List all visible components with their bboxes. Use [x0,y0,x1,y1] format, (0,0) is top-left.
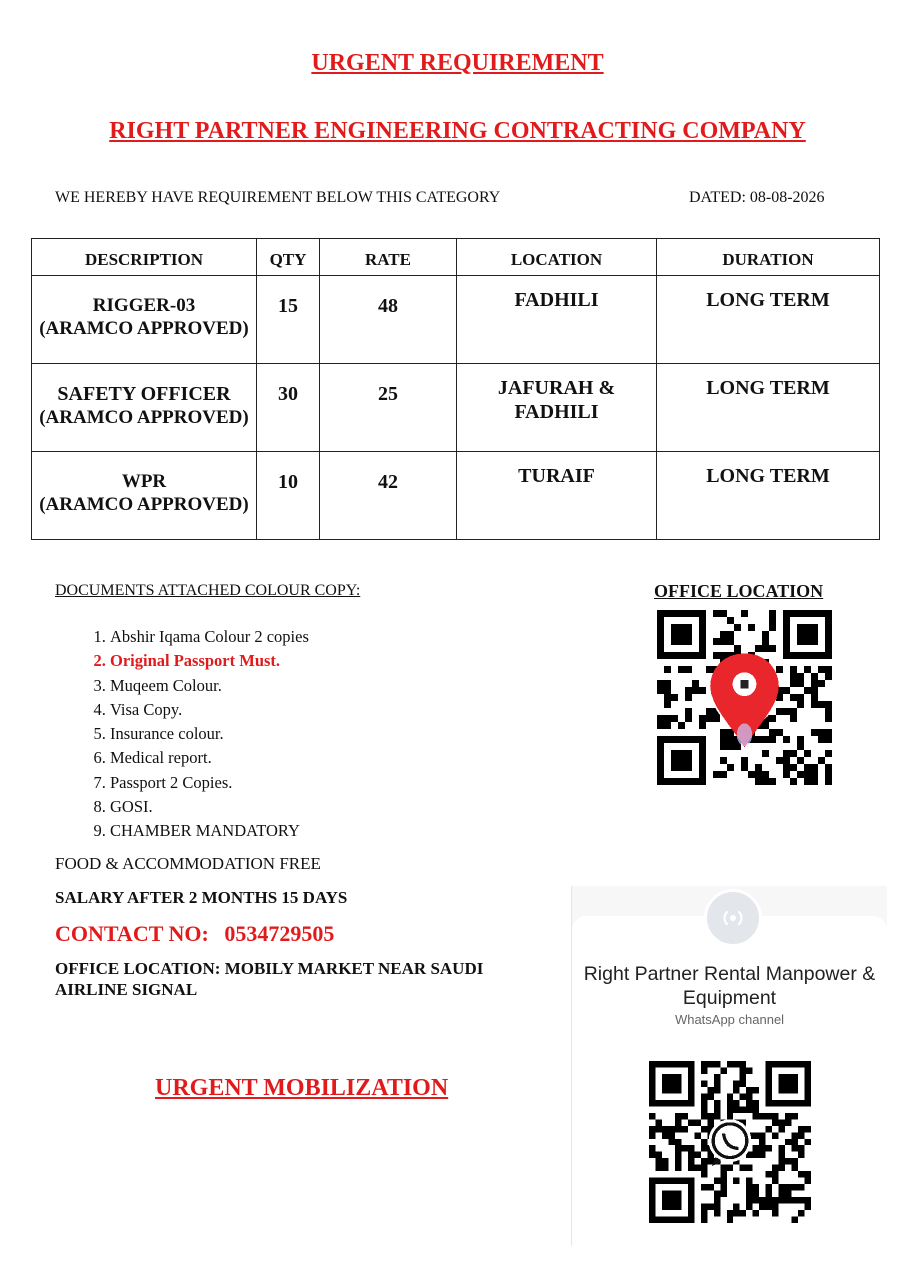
list-item: 4. Visa Copy. [110,698,309,722]
list-item: 1. Abshir Iqama Colour 2 copies [110,625,309,649]
rate-cell: 25 [320,364,457,452]
whatsapp-channel-card[interactable] [571,886,887,1246]
duration-cell: LONG TERM [657,276,880,364]
column-header: DESCRIPTION [32,239,257,276]
description-cell [32,276,257,364]
urgent-mobilization-text: URGENT MOBILIZATION [155,1075,449,1101]
channel-name: Right Partner Rental Manpower & Equipment [583,963,876,1009]
whatsapp-qr-code[interactable] [649,1058,811,1226]
rate-cell: 42 [320,452,457,540]
company-name: RIGHT PARTNER ENGINEERING CONTRACTING COMPANY [109,118,806,144]
documents-title: DOCUMENTS ATTACHED COLOUR COPY: [55,582,361,599]
list-item: 5. Insurance colour. [110,722,309,746]
urgent-requirement-title: URGENT REQUIREMENT [311,50,604,76]
contact-line [55,921,334,947]
description-cell [32,452,257,540]
table-row [32,276,880,364]
location-cell: FADHILI [457,276,657,364]
column-header: QTY [257,239,320,276]
qty-cell: 30 [257,364,320,452]
date-text: DATED: 08-08-2026 [689,189,825,206]
broadcast-icon [720,905,746,931]
list-item: 9. CHAMBER MANDATORY [110,819,309,843]
description-main: RIGGER-03 [92,295,196,316]
duration-cell: LONG TERM [657,364,880,452]
description-sub: (ARAMCO APPROVED) [39,407,249,428]
description-sub: (ARAMCO APPROVED) [39,494,249,515]
channel-icon [704,889,762,947]
qty-cell: 10 [257,452,320,540]
column-header: RATE [320,239,457,276]
description-main: SAFETY OFFICER [57,383,231,405]
description-main: WPR [121,471,167,492]
column-header: DURATION [657,239,880,276]
food-accommodation-text: FOOD & ACCOMMODATION FREE [55,854,321,873]
requirements-table [31,238,880,540]
channel-type: WhatsApp channel [674,1012,785,1027]
salary-text: SALARY AFTER 2 MONTHS 15 DAYS [55,888,348,907]
whatsapp-icon [709,1119,752,1166]
rate-cell: 48 [320,276,457,364]
office-location-title: OFFICE LOCATION [654,581,824,601]
list-item: 8. GOSI. [110,795,309,819]
list-item: 2. Original Passport Must. [110,649,309,673]
contact-label: CONTACT NO: [55,921,209,946]
documents-list [55,625,309,844]
list-item: 3. Muqeem Colour. [110,674,309,698]
list-item: 7. Passport 2 Copies. [110,771,309,795]
location-cell: JAFURAH & FADHILI [457,364,657,452]
table-row [32,452,880,540]
qty-cell: 15 [257,276,320,364]
column-header: LOCATION [457,239,657,276]
description-sub: (ARAMCO APPROVED) [39,318,249,339]
duration-cell: LONG TERM [657,452,880,540]
list-item: 6. Medical report. [110,746,309,770]
contact-number[interactable]: 0534729505 [224,921,335,946]
table-header-row [32,239,880,276]
intro-text: WE HEREBY HAVE REQUIREMENT BELOW THIS CATEGORY [55,189,501,206]
office-location-qr-code[interactable] [657,610,832,785]
description-cell [32,364,257,452]
location-cell: TURAIF [457,452,657,540]
table-row [32,364,880,452]
office-address: OFFICE LOCATION: MOBILY MARKET NEAR SAUDI AIRLINE SIGNAL [55,959,484,999]
